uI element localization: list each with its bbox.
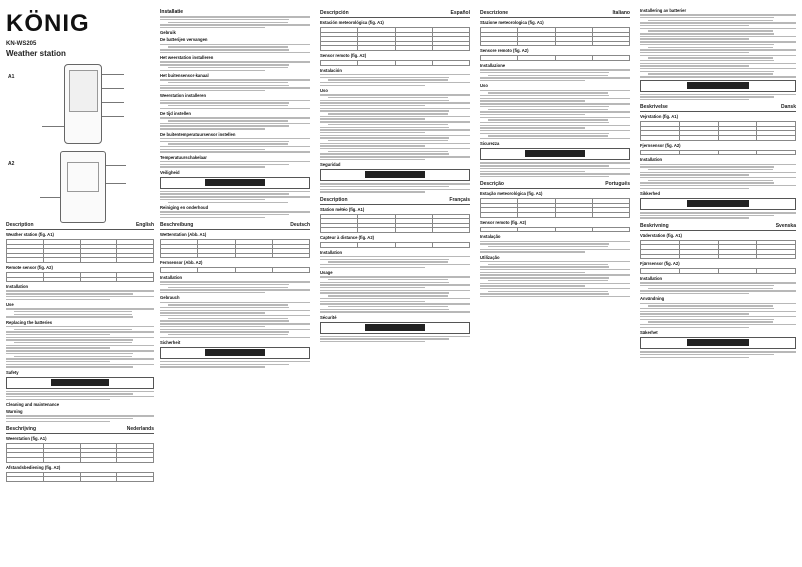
section-heading: Remote sensor (fig. A2) — [6, 264, 53, 270]
language-header: Beschreibung Deutsch — [160, 221, 310, 228]
warning-box — [320, 169, 470, 181]
section-heading: Installation — [640, 157, 663, 163]
figure-a1-label: A1 — [8, 74, 15, 80]
section-heading: Sensor remoto (fig. A2) — [480, 219, 527, 225]
section-heading: De buitentemperatuursensor instellen — [160, 131, 236, 137]
callout-line — [102, 116, 124, 117]
section-heading: Station météo (fig. A1) — [320, 206, 365, 212]
section-heading: Sensor remoto (fig. A2) — [320, 52, 367, 58]
column-italian-portuguese — [480, 6, 630, 299]
section-heading: Fernsensor (Abb. A2) — [160, 260, 203, 266]
section-heading: Estação meteorológica (fig. A1) — [480, 191, 543, 197]
section-heading: Installazione — [480, 62, 506, 68]
section-heading: Usage — [320, 270, 333, 276]
section-heading: Sikkerhed — [640, 191, 661, 197]
language-header: Beschrijving Nederlands — [6, 426, 154, 433]
brand-logo: KÖNIG — [6, 10, 90, 37]
section-heading: Veiligheid — [160, 169, 180, 175]
parts-table — [640, 240, 796, 259]
section-heading: Stazione meteorologica (fig. A1) — [480, 20, 544, 25]
section-heading: Capteur à distance (fig. A2) — [320, 235, 375, 241]
parts-table — [640, 121, 796, 140]
remote-sensor-drawing — [60, 151, 106, 223]
section-heading: Estación meteorológica (fig. A1) — [320, 20, 384, 25]
language-header: Beskrivning Svenska — [640, 222, 796, 229]
warning-box — [320, 322, 470, 334]
language-header: Descrizione Italiano — [480, 10, 630, 16]
section-heading: Sensore remoto (fig. A2) — [480, 48, 529, 54]
section-heading: Instalación — [320, 67, 342, 73]
parts-table — [480, 27, 630, 46]
section-heading: Sicurezza — [480, 141, 500, 147]
parts-table — [480, 198, 630, 217]
model-number: KN-WS205 — [6, 41, 37, 47]
language-header: Description English — [6, 222, 154, 228]
section-heading: Sécurité — [320, 314, 337, 320]
section-heading: Vejrstation (fig. A1) — [640, 114, 679, 120]
section-heading: Installation — [320, 249, 343, 255]
section-heading: Warning — [6, 409, 23, 415]
parts-table — [320, 214, 470, 233]
weather-station-drawing — [64, 64, 102, 144]
section-heading: Utilização — [480, 254, 500, 260]
column-spanish-french — [320, 6, 470, 344]
callout-line — [42, 126, 64, 127]
section-heading: Het buitensensor-kanaal — [160, 72, 209, 78]
callout-line — [102, 102, 124, 103]
section-heading: Fjärrsensor (fig. A2) — [640, 261, 680, 267]
section-heading: Wetterstation (Abb. A1) — [160, 231, 207, 237]
document-title: Weather station — [6, 49, 66, 58]
warning-box — [160, 177, 310, 189]
section-heading: Sicherheit — [160, 339, 181, 345]
callout-line — [106, 183, 126, 184]
section-heading: Reiniging en onderhoud — [160, 204, 209, 210]
section-heading: De batterijen vervangen — [160, 37, 208, 43]
section-heading: Weerstation installeren — [160, 93, 206, 99]
callout-line — [106, 165, 126, 166]
column-dutch-german — [160, 6, 310, 369]
section-heading: Säkerhet — [640, 330, 658, 336]
parts-table — [480, 227, 630, 233]
parts-table — [480, 55, 630, 61]
section-heading: Temperatuurschakelaar — [160, 154, 207, 160]
parts-table — [320, 60, 470, 66]
warning-box — [6, 377, 154, 389]
parts-table — [6, 239, 154, 263]
language-header: Descripción Español — [320, 10, 470, 16]
section-heading: Installation — [6, 284, 29, 290]
section-heading: Instalação — [480, 234, 501, 240]
section-heading: Installering av batterier — [640, 8, 687, 13]
parts-table — [6, 272, 154, 282]
figure-a2-label: A2 — [8, 161, 15, 167]
parts-table — [640, 150, 796, 156]
section-heading: Installatie — [160, 9, 184, 15]
display-screen — [69, 70, 98, 112]
parts-table — [6, 472, 154, 482]
section-heading: Weather station (fig. A1) — [6, 232, 54, 237]
section-heading: Gebrauch — [160, 295, 180, 301]
parts-table — [160, 267, 310, 273]
english-section — [6, 218, 154, 484]
section-heading: Seguridad — [320, 162, 341, 168]
parts-table — [640, 268, 796, 274]
section-heading: De tijd instellen — [160, 111, 191, 117]
section-heading: Användning — [640, 296, 665, 302]
section-heading: Installation — [160, 274, 183, 280]
section-heading: Het weerstation installeren — [160, 55, 214, 61]
section-heading: Installation — [640, 275, 663, 281]
language-header: Descrição Português — [480, 181, 630, 188]
callout-line — [40, 197, 60, 198]
column-english — [6, 6, 154, 470]
language-header: Beskrivelse Dansk — [640, 104, 796, 111]
warning-box — [480, 148, 630, 160]
parts-table — [320, 242, 470, 248]
warning-box — [640, 80, 796, 92]
section-heading: Uso — [480, 83, 488, 89]
parts-table — [320, 27, 470, 51]
section-heading: Fjernsensor (fig. A2) — [640, 142, 681, 148]
warning-box — [640, 337, 796, 349]
column-danish-swedish — [640, 6, 796, 359]
section-heading: Use — [6, 301, 14, 307]
parts-table — [6, 443, 154, 462]
callout-line — [102, 74, 124, 75]
warning-box — [160, 347, 310, 359]
section-heading: Gebruik — [160, 30, 176, 36]
battery-compartment — [67, 162, 99, 192]
language-header: Description Français — [320, 196, 470, 203]
parts-table — [160, 239, 310, 258]
section-heading: Väderstation (fig. A1) — [640, 232, 682, 238]
section-heading: Afstandsbediening (fig. A2) — [6, 464, 61, 470]
callout-line — [102, 88, 124, 89]
section-heading: Weerstation (fig. A1) — [6, 436, 47, 442]
section-heading: Uso — [320, 88, 328, 93]
warning-box — [640, 198, 796, 210]
section-heading: Cleaning and maintenance — [6, 402, 60, 408]
section-heading: Safety — [6, 369, 19, 375]
figure-a1 — [8, 64, 130, 159]
section-heading: Replacing the batteries — [6, 319, 53, 325]
